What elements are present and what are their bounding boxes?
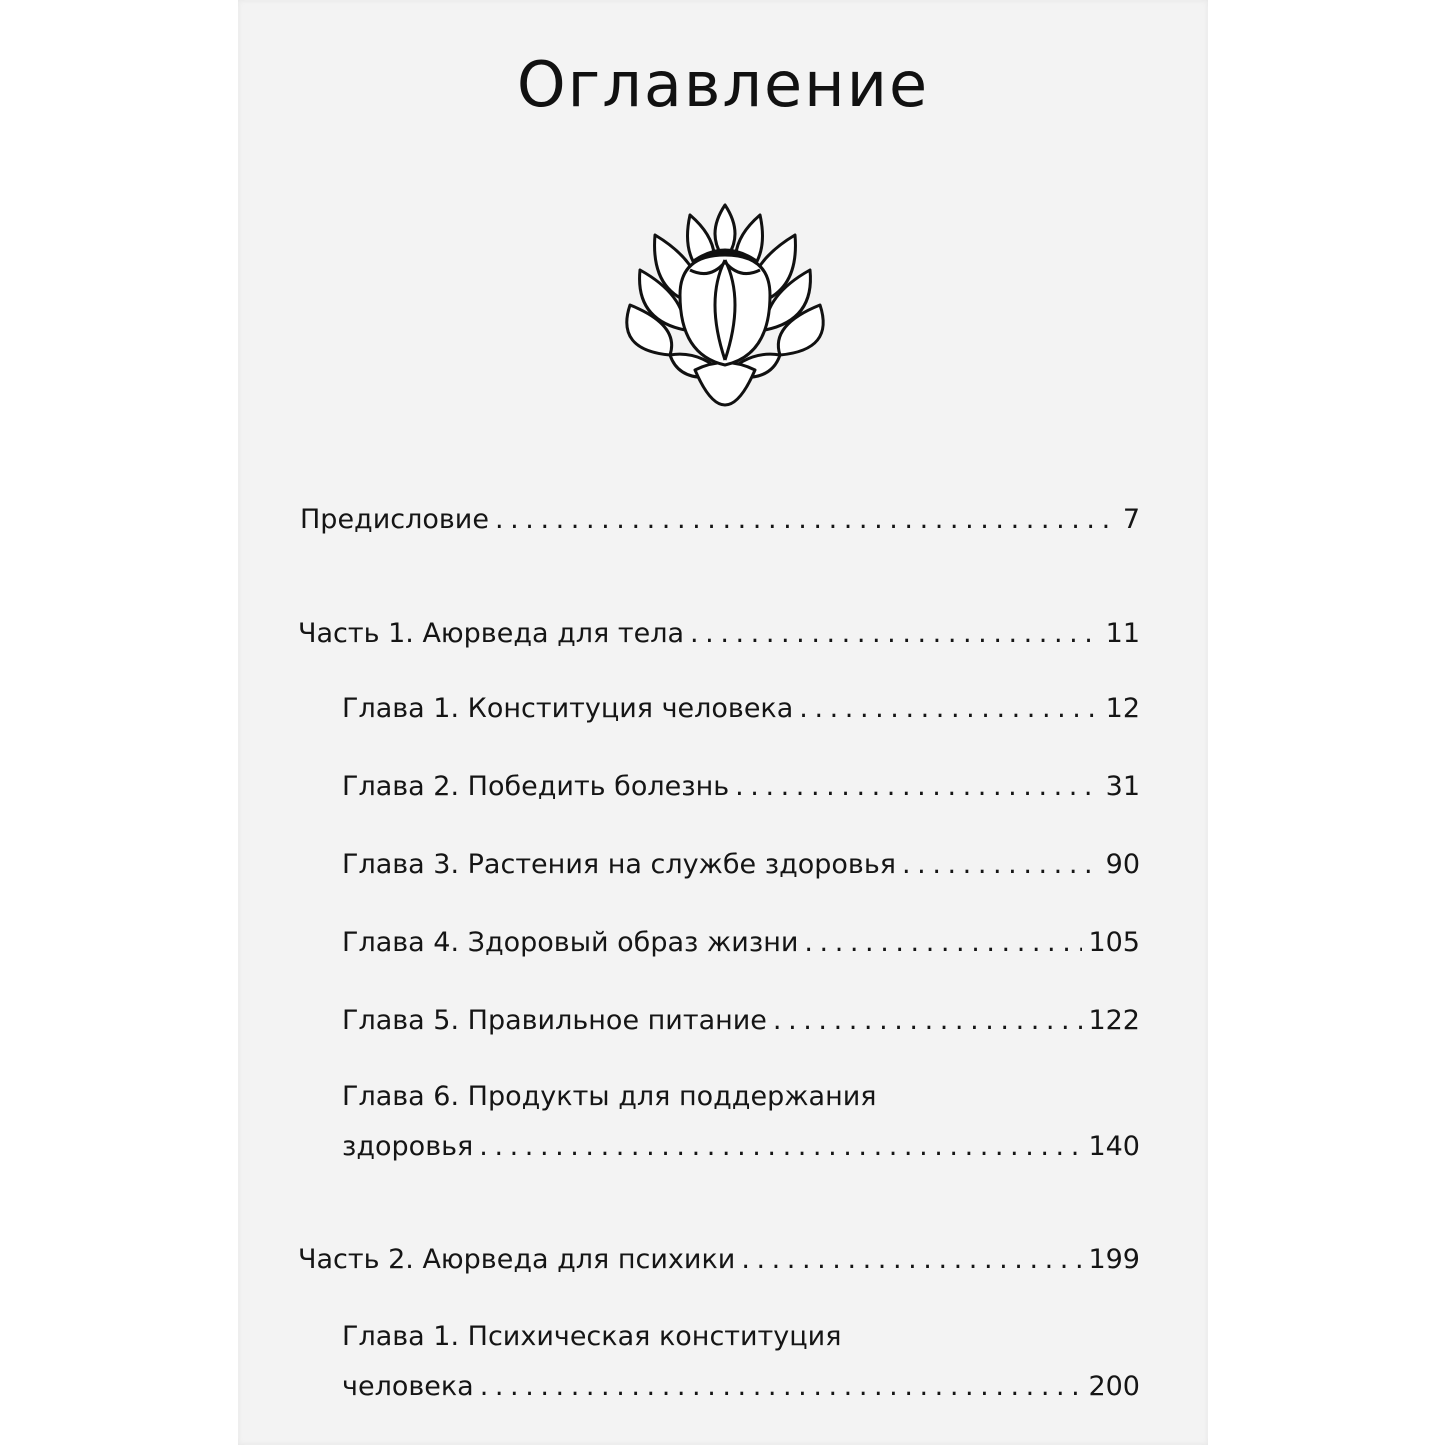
book-page (238, 0, 1208, 1445)
leader-dots (479, 1130, 1082, 1164)
toc-entry-chapter[interactable] (342, 1080, 1140, 1164)
toc-entry-chapter[interactable] (342, 1320, 1140, 1404)
entry-label: Глава 3. Растения на службе здоровья (342, 849, 896, 880)
toc-entry-chapter[interactable] (342, 770, 1140, 804)
entry-label-line2: здоровья (342, 1131, 474, 1162)
lotus-icon (610, 200, 840, 410)
entry-label: Предисловие (300, 504, 489, 535)
entry-label-line2: человека (342, 1371, 474, 1402)
entry-page: 11 (1105, 618, 1140, 649)
entry-page: 122 (1088, 1005, 1140, 1036)
leader-dots (495, 503, 1117, 537)
toc-entry-chapter[interactable] (342, 692, 1140, 726)
entry-page: 12 (1105, 693, 1140, 724)
leader-dots (773, 1004, 1083, 1038)
entry-label: Глава 2. Победить болезнь (342, 771, 730, 802)
leader-dots (741, 1243, 1082, 1277)
leader-dots (480, 1370, 1083, 1404)
leader-dots (799, 692, 1099, 726)
toc-entry-part-2[interactable] (298, 1243, 1140, 1277)
entry-page: 90 (1105, 849, 1140, 880)
leader-dots (690, 617, 1100, 651)
toc-entry-preface[interactable] (300, 503, 1140, 537)
entry-label: Часть 1. Аюрведа для тела (298, 618, 685, 649)
leader-dots (902, 848, 1100, 882)
entry-label: Глава 5. Правильное питание (342, 1005, 767, 1036)
toc-entry-chapter[interactable] (342, 1004, 1140, 1038)
entry-label: Глава 4. Здоровый образ жизни (342, 927, 799, 958)
toc-entry-part-1[interactable] (298, 617, 1140, 651)
toc-entry-chapter[interactable] (342, 848, 1140, 882)
entry-label: Часть 2. Аюрведа для психики (298, 1244, 736, 1275)
leader-dots (804, 926, 1082, 960)
entry-page: 105 (1088, 927, 1140, 958)
entry-page: 199 (1088, 1244, 1140, 1275)
entry-label-line1: Глава 6. Продукты для поддержания (342, 1081, 877, 1112)
toc-entry-chapter[interactable] (342, 926, 1140, 960)
entry-page: 140 (1088, 1131, 1140, 1162)
entry-page: 200 (1088, 1371, 1140, 1402)
entry-label: Глава 1. Конституция человека (342, 693, 794, 724)
page-title: Оглавление (516, 48, 930, 121)
leader-dots (735, 770, 1100, 804)
entry-label-line1: Глава 1. Психическая конституция (342, 1321, 842, 1352)
entry-page: 31 (1105, 771, 1140, 802)
entry-page: 7 (1122, 504, 1140, 535)
